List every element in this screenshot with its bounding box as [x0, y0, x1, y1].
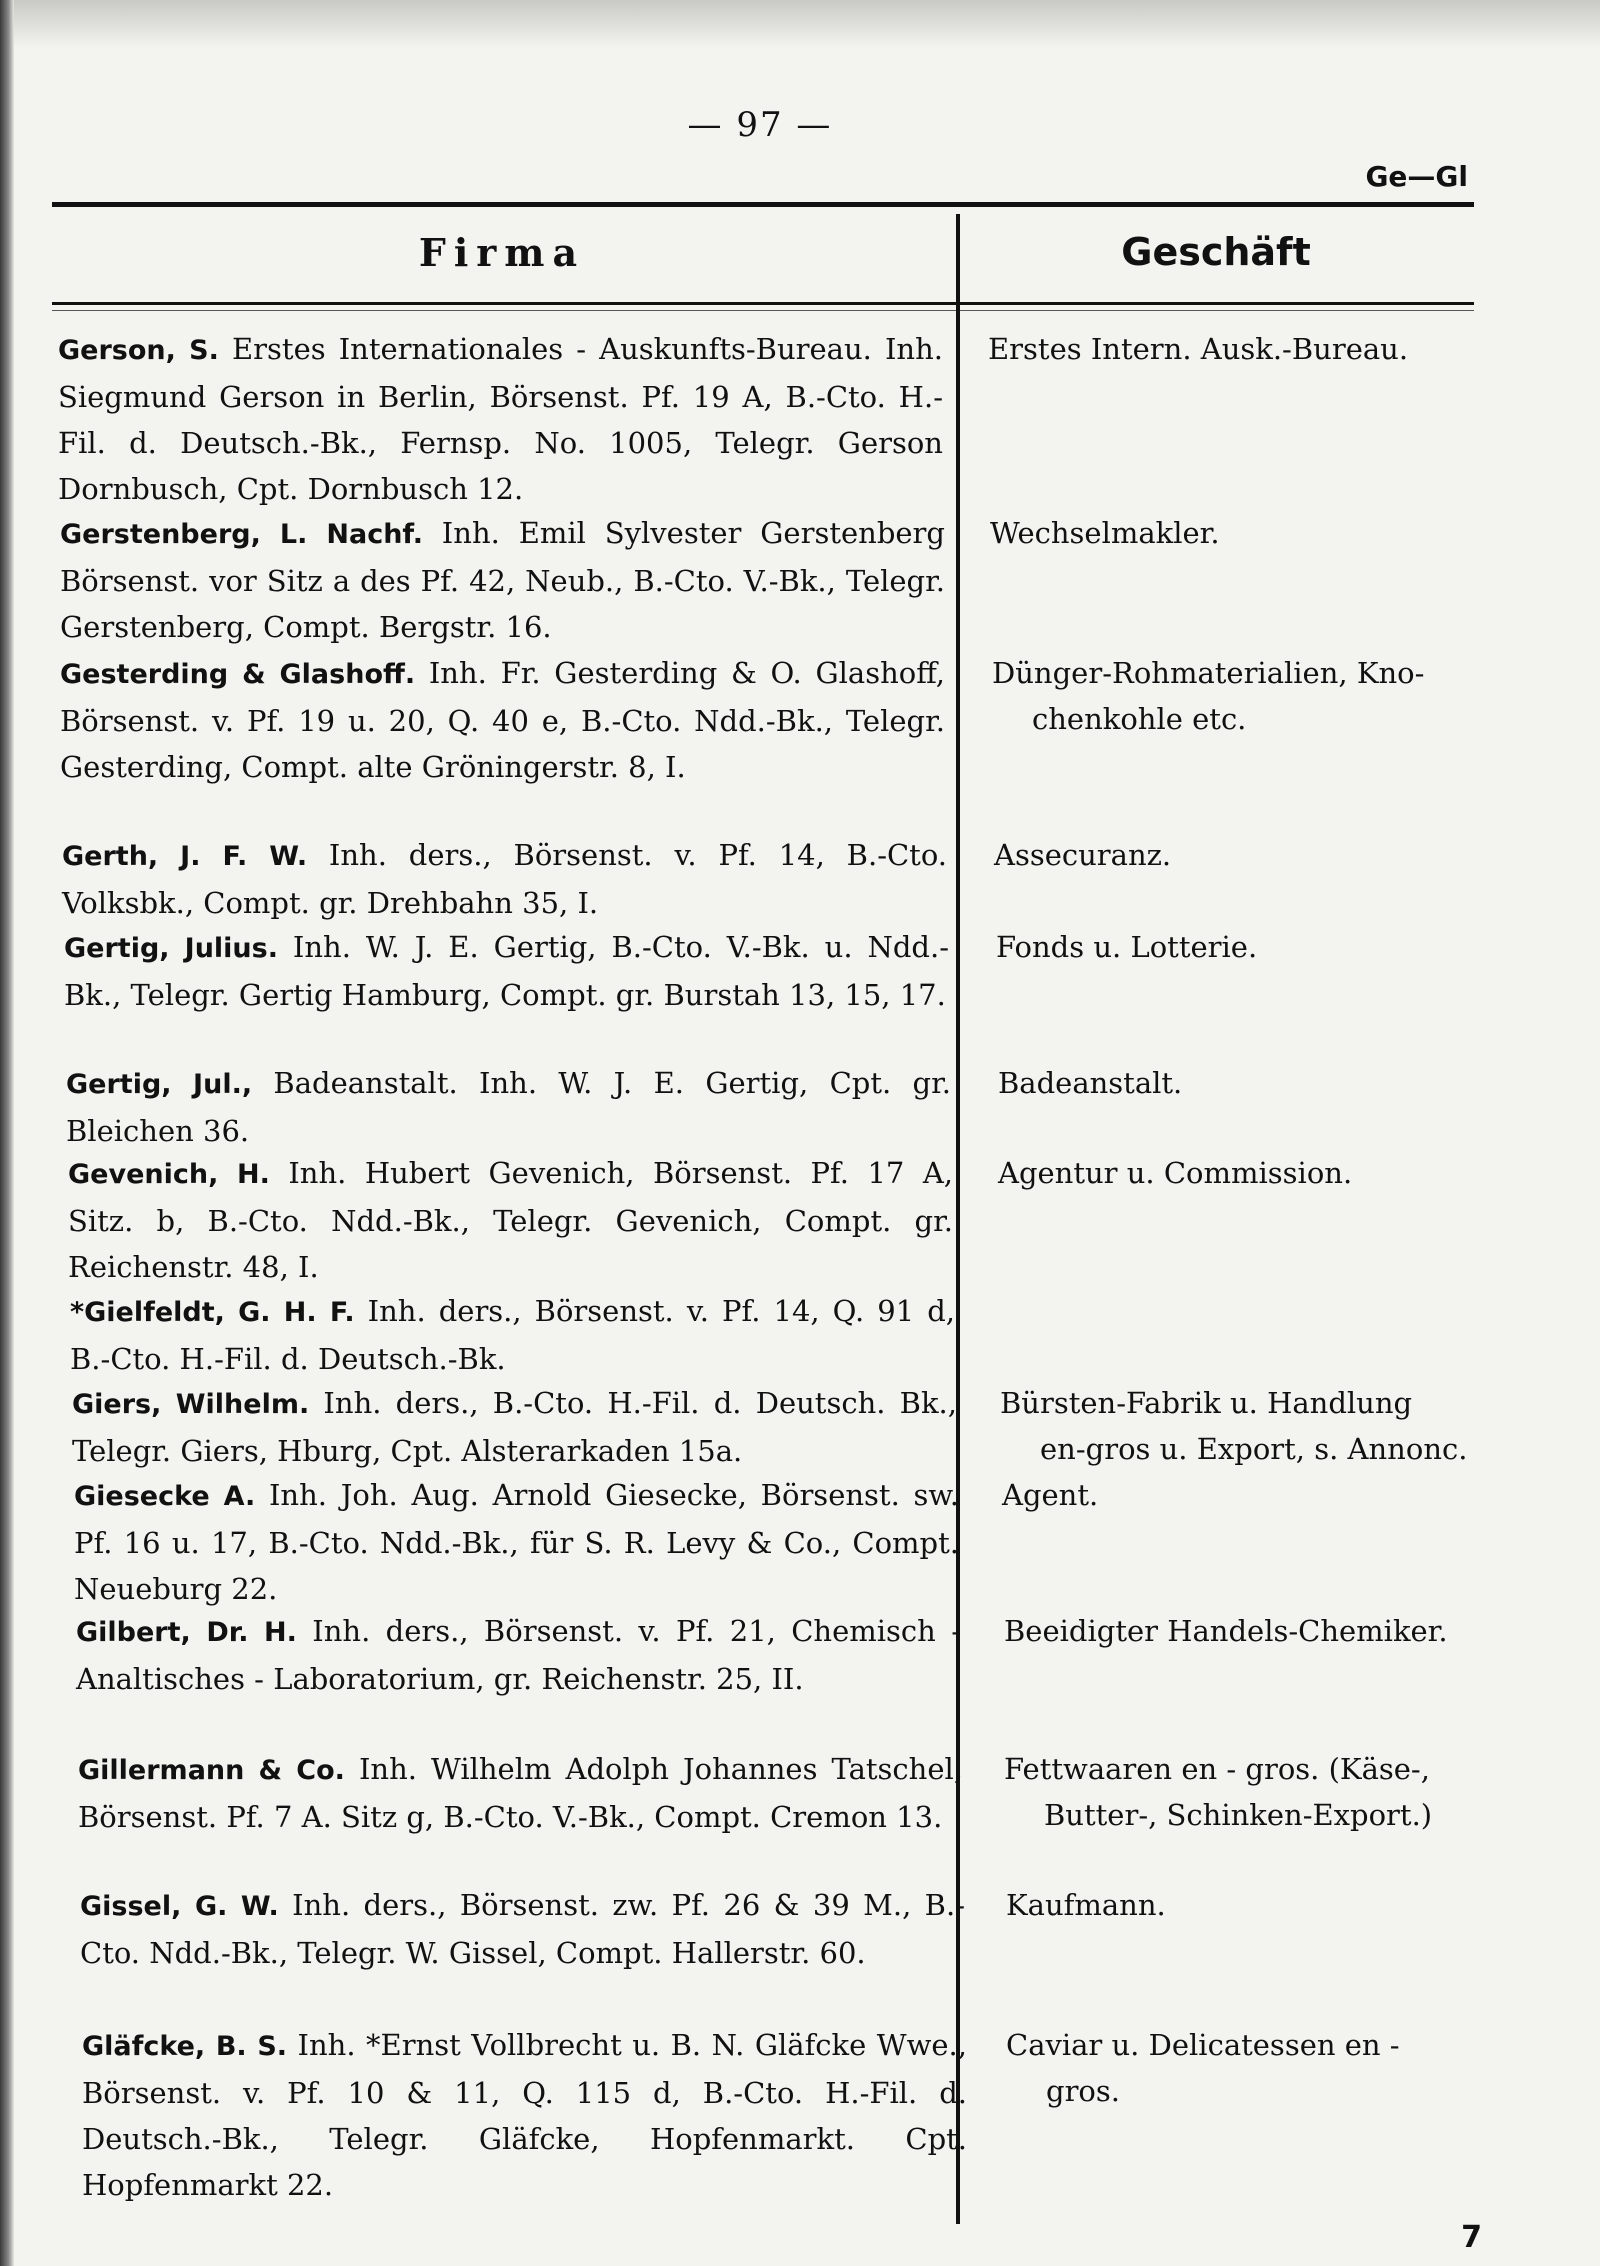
firm-name: Gerstenberg, L. Nachf. — [60, 519, 423, 550]
firm-name: Gevenich, H. — [68, 1159, 270, 1190]
business-line: Wechselmakler. — [990, 516, 1220, 550]
business-entry — [1004, 1746, 1524, 1838]
business-line: Erstes Intern. Ausk.-Bureau. — [988, 332, 1409, 366]
firm-name: Gläfcke, B. S. — [82, 2031, 288, 2062]
business-line-continued: gros. — [1046, 2074, 1120, 2108]
firm-details: Inh. Hubert Gevenich, Börsenst. Pf. 17 A, Sitz. b, B.-Cto. Ndd.-Bk., Telegr. Gevenich, Compt. gr. Reichenstr. 48, I. — [68, 1156, 953, 1284]
firm-entry — [72, 1380, 957, 1474]
business-entry — [992, 650, 1512, 742]
firm-details: Inh. Fr. Gesterding & O. Glashoff, Börsenst. v. Pf. 19 u. 20, Q. 40 e, B.-Cto. Ndd.-Bk., Telegr. Gesterding, Compt. alte Gröningerstr. 8, I. — [60, 656, 946, 784]
firm-entry — [78, 1746, 963, 1840]
firm-details: Inh. Joh. Aug. Arnold Giesecke, Börsenst. sw. Pf. 16 u. 17, B.-Cto. Ndd.-Bk., für S. R. Levy & Co., Compt. Neueburg 22. — [74, 1478, 959, 1606]
firm-entry — [62, 832, 947, 926]
business-entry — [988, 326, 1508, 372]
business-line: Agent. — [1002, 1478, 1099, 1512]
binding-edge — [0, 0, 14, 2266]
business-line: Kaufmann. — [1006, 1888, 1166, 1922]
firm-name: Giers, Wilhelm. — [72, 1389, 310, 1420]
column-header-rule — [52, 302, 1474, 305]
business-entry — [1004, 1608, 1524, 1654]
firm-name: Gissel, G. W. — [80, 1891, 279, 1922]
firm-details: Inh. *Ernst Vollbrecht u. B. N. Gläfcke Wwe., Börsenst. v. Pf. 10 & 11, Q. 115 d, B.-Cto. H.-Fil. d. Deutsch.-Bk., Telegr. Gläfcke, Hopfenmarkt. Cpt. Hopfenmarkt 22. — [82, 2028, 967, 2202]
firm-entry — [58, 326, 943, 512]
business-line: Bürsten-Fabrik u. Handlung — [1000, 1386, 1413, 1420]
business-line-continued: chenkohle etc. — [1032, 702, 1247, 736]
firm-name: Giesecke A. — [74, 1481, 256, 1512]
page-number: — 97 — — [687, 105, 833, 145]
business-entry — [1006, 2022, 1526, 2114]
firm-entry — [70, 1288, 955, 1382]
firm-details: Inh. ders., Börsenst. v. Pf. 14, B.-Cto. Volksbk., Compt. gr. Drehbahn 35, I. — [62, 838, 948, 920]
firm-details: Badeanstalt. Inh. W. J. E. Gertig, Cpt. gr. Bleichen 36. — [66, 1066, 951, 1148]
firm-entry — [60, 510, 945, 650]
firm-name: Gertig, Jul., — [66, 1069, 253, 1100]
alphabet-range: Ge—Gl — [1365, 160, 1468, 193]
business-entry — [1000, 1380, 1520, 1472]
firm-details: Inh. W. J. E. Gertig, B.-Cto. V.-Bk. u. Ndd.-Bk., Telegr. Gertig Hamburg, Compt. gr. Burstah 13, 15, 17. — [64, 930, 950, 1012]
column-header-firma: Firma — [418, 230, 586, 275]
firm-name: Gesterding & Glashoff. — [60, 659, 416, 690]
firm-details: Inh. ders., Börsenst. zw. Pf. 26 & 39 M., B.-Cto. Ndd.-Bk., Telegr. W. Gissel, Compt. Hallerstr. 60. — [80, 1888, 965, 1970]
business-entry — [1002, 1472, 1522, 1518]
business-line: Beeidigter Handels-Chemiker. — [1004, 1614, 1448, 1648]
firm-details: Inh. ders., B.-Cto. H.-Fil. d. Deutsch. Bk., Telegr. Giers, Hburg, Cpt. Alsterarkaden 15a. — [72, 1386, 957, 1468]
business-line: Badeanstalt. — [998, 1066, 1183, 1100]
header-rule — [52, 202, 1474, 207]
firm-entry — [82, 2022, 967, 2208]
firm-details: Inh. ders., Börsenst. v. Pf. 14, Q. 91 d, B.-Cto. H.-Fil. d. Deutsch.-Bk. — [70, 1294, 955, 1376]
firm-details: Inh. Wilhelm Adolph Johannes Tatschel, Börsenst. Pf. 7 A. Sitz g, B.-Cto. V.-Bk., Compt. Cremon 13. — [78, 1752, 963, 1834]
business-line: Agentur u. Commission. — [998, 1156, 1353, 1190]
business-line-continued: en-gros u. Export, s. Annonc. — [1040, 1432, 1468, 1466]
business-entry — [998, 1150, 1518, 1196]
business-line: Fettwaaren en - gros. (Käse-, — [1004, 1752, 1430, 1786]
firm-entry — [74, 1472, 959, 1612]
firm-entry — [76, 1608, 961, 1702]
firm-name: Gerth, J. F. W. — [62, 841, 308, 872]
business-line: Dünger-Rohmaterialien, Kno- — [992, 656, 1425, 690]
firm-entry — [64, 924, 949, 1018]
business-line: Fonds u. Lotterie. — [996, 930, 1258, 964]
business-entry — [996, 924, 1516, 970]
business-entry — [998, 1060, 1518, 1106]
business-line-continued: Butter-, Schinken-Export.) — [1044, 1798, 1433, 1832]
business-line: Caviar u. Delicatessen en - — [1006, 2028, 1400, 2062]
firm-entry — [68, 1150, 953, 1290]
column-header-row — [52, 230, 1474, 292]
firm-details: Erstes Internationales - Auskunfts-Bureau. Inh. Siegmund Gerson in Berlin, Börsenst. Pf. 19 A, B.-Cto. H.-Fil. d. Deutsch.-Bk., Fernsp. No. 1005, Telegr. Gerson Dornbusch, Cpt. Dornbusch 12. — [58, 332, 943, 506]
firm-entry — [60, 650, 945, 790]
firm-name: Gillermann & Co. — [78, 1755, 345, 1786]
firm-details: Inh. ders., Börsenst. v. Pf. 21, Chemisch - Analtisches - Laboratorium, gr. Reichenstr. 25, II. — [76, 1614, 962, 1696]
firm-entry — [80, 1882, 965, 1976]
business-entry — [990, 510, 1510, 556]
firm-name: *Gielfeldt, G. H. F. — [70, 1297, 355, 1328]
business-entry — [994, 832, 1514, 878]
business-line: Assecuranz. — [994, 838, 1172, 872]
business-entry — [1006, 1882, 1526, 1928]
firm-name: Gilbert, Dr. H. — [76, 1617, 297, 1648]
column-header-geschaeft: Geschäft — [1121, 230, 1311, 274]
firm-name: Gerson, S. — [58, 335, 219, 366]
firm-details: Inh. Emil Sylvester Gerstenberg Börsenst. vor Sitz a des Pf. 42, Neub., B.-Cto. V.-Bk., Telegr. Gerstenberg, Compt. Bergstr. 16. — [60, 516, 945, 644]
firm-name: Gertig, Julius. — [64, 933, 278, 964]
column-header-rule-thin — [52, 310, 1474, 311]
top-bleed — [14, 0, 1600, 48]
firm-entry — [66, 1060, 951, 1154]
sheet-signature: 7 — [1461, 2220, 1482, 2255]
